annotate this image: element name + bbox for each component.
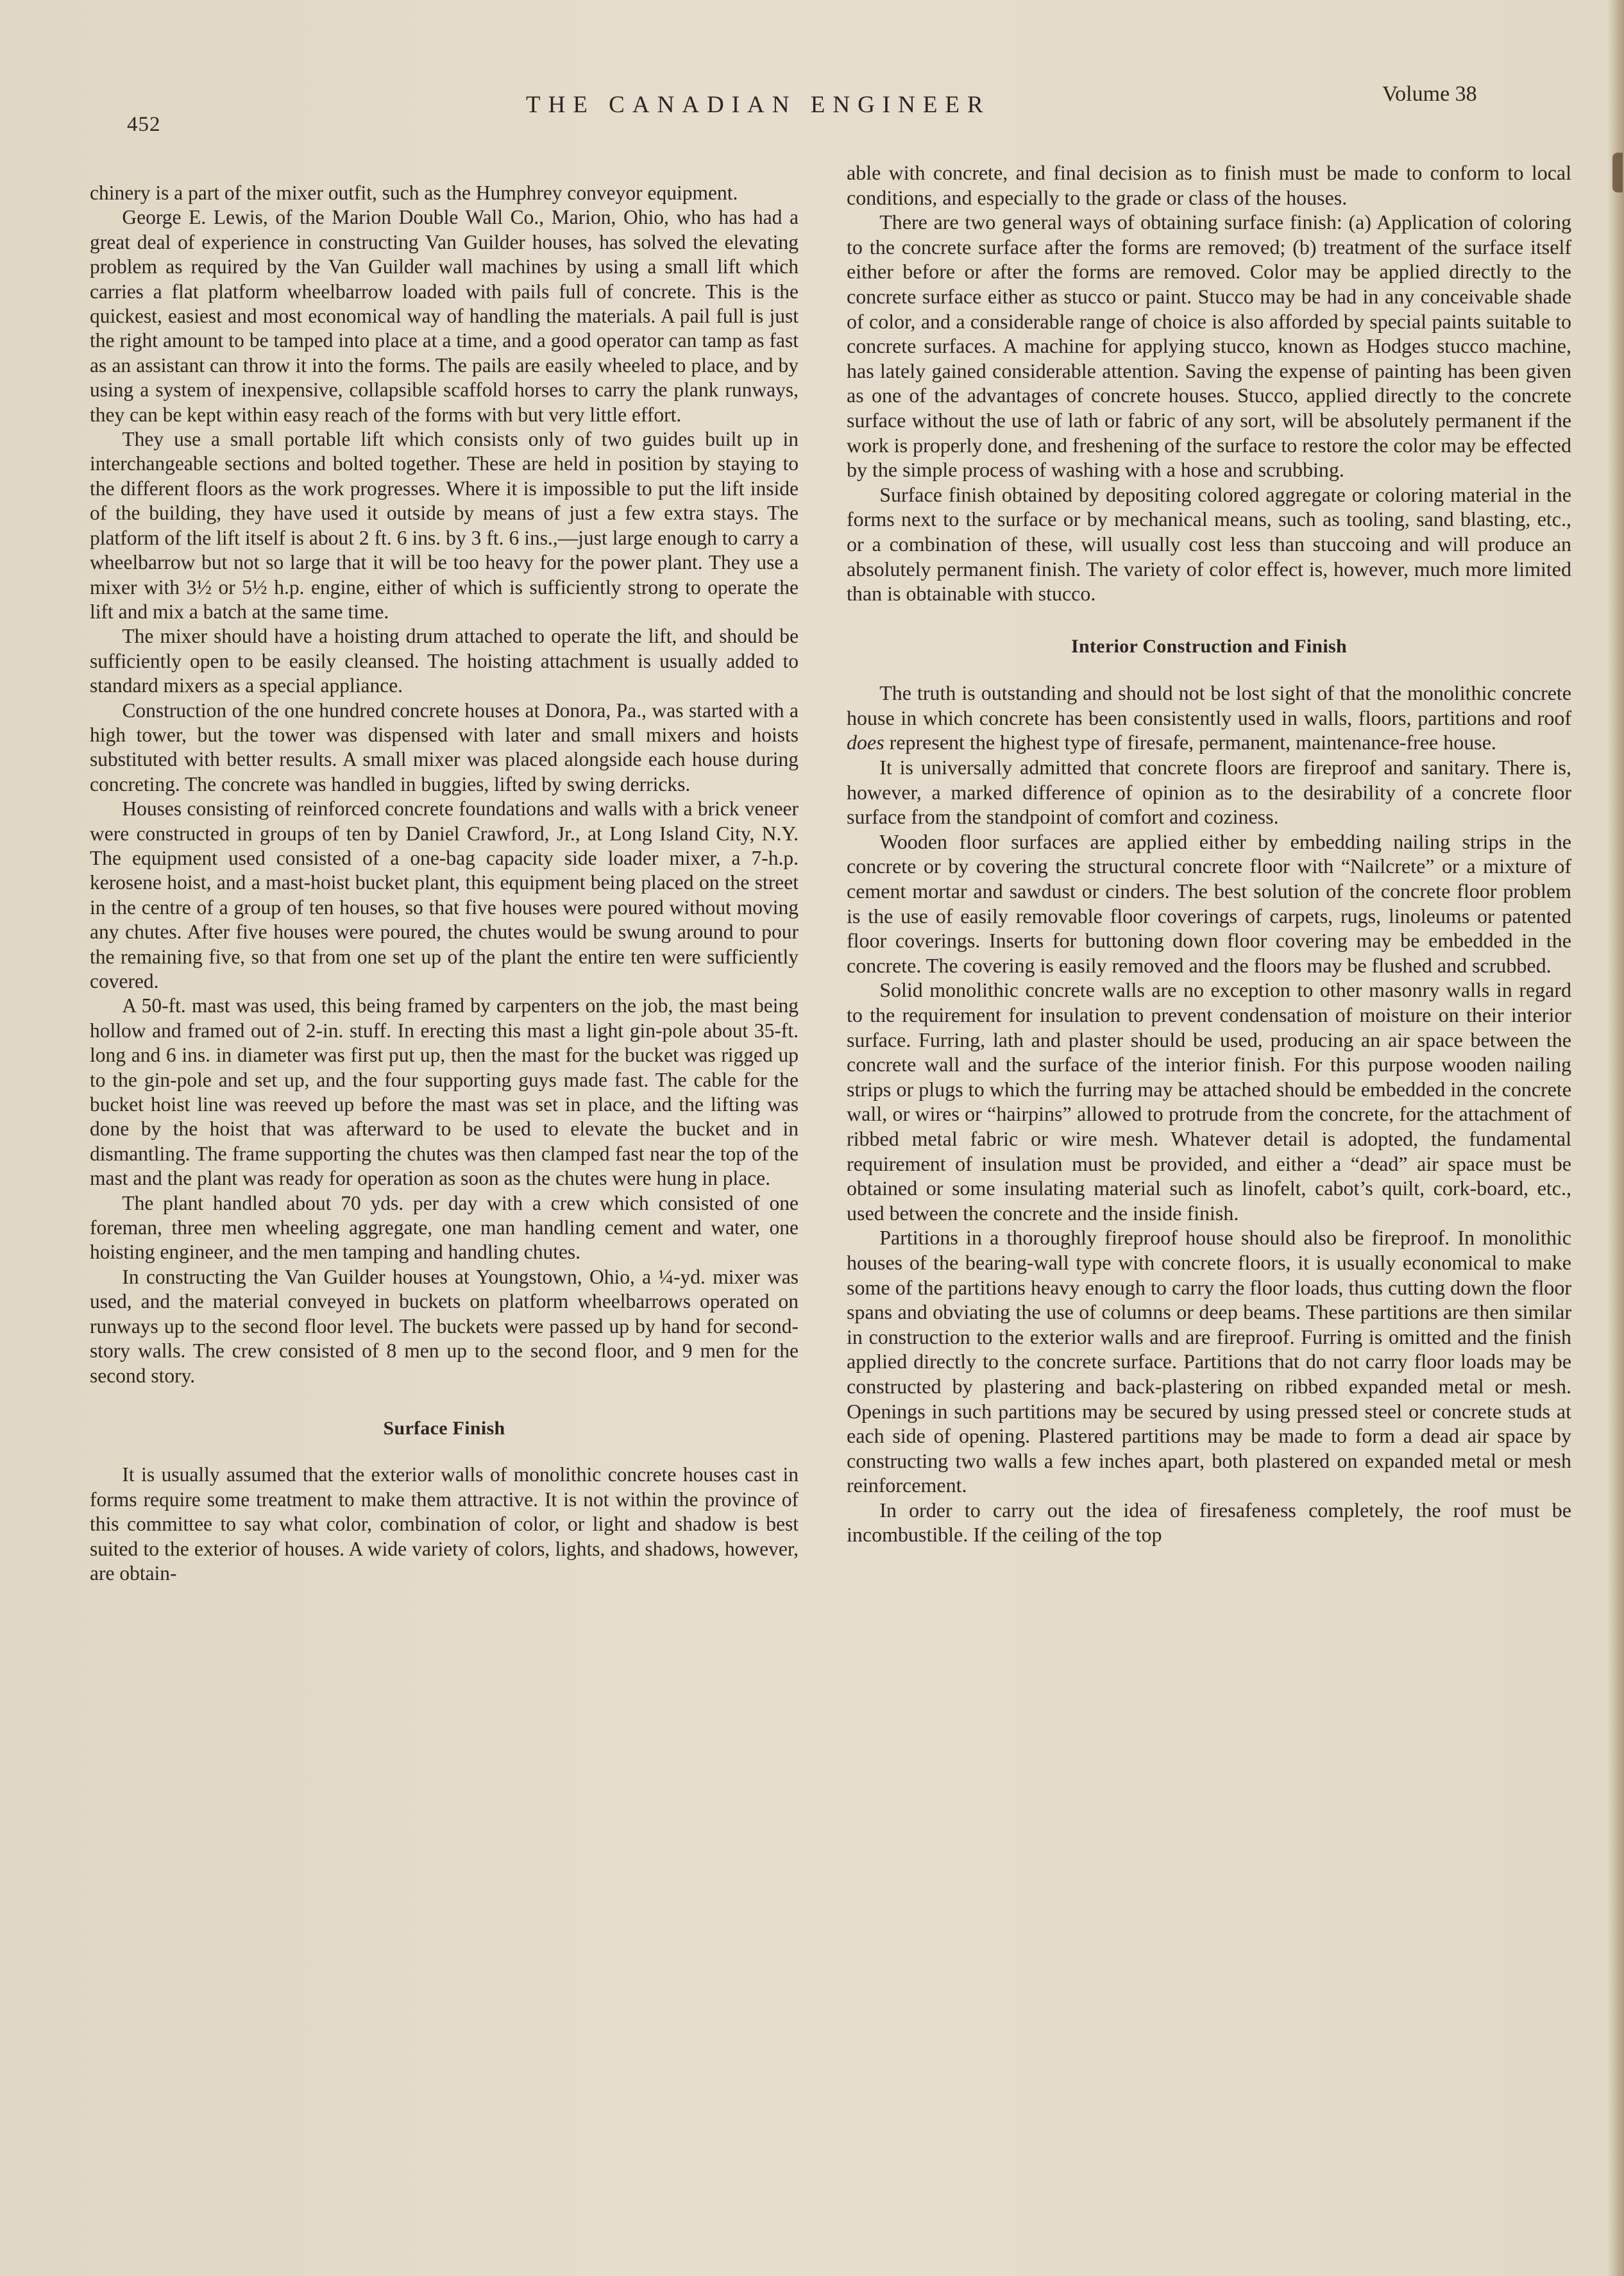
paragraph: A 50-ft. mast was used, this being framed by carpenters on the job, the mast being hollow and framed out of 2-in. stuff. In erecting this mast a light gin-pole about 35-ft. long and 6 ins. in diameter was first put up, then the mast for the bucket was rigged up to the gin-pole and set up, and the four supporting guys made fast. The cable for the bucket hoist line was reeved up before the mast was set in place, and the lifting was done by the hoist that was afterward to be used to elevate the bucket and in dismantling. The frame supporting the chutes was then clamped fast near the top of the mast and the plant was ready for operation as soon as the chutes were hung in place. — [90, 994, 799, 1190]
paragraph: Wooden floor surfaces are applied either by embedding nailing strips in the concrete or by covering the structural concrete floor with “Nailcrete” or a mixture of cement mortar and sawdust or cinders. The best solution of the concrete floor problem is the use of easily removable floor coverings of carpets, rugs, linoleums or patented floor coverings. Inserts for buttoning down floor covering may be embedded in the concrete. The covering is easily removed and the floors may be flushed and scrubbed. — [847, 829, 1571, 977]
paragraph: The plant handled about 70 yds. per day with a crew which consisted of one foreman, three men wheeling aggregate, one man handling cement and water, one hoisting engineer, and the men tamping and handling chutes. — [90, 1191, 799, 1264]
paragraph: Houses consisting of reinforced concrete foundations and walls with a brick veneer were constructed in groups of ten by Daniel Crawford, Jr., at Long Island City, N.Y. The equipment used consisted of a one-bag capacity side loader mixer, a 7-h.p. kerosene hoist, and a mast-hoist bucket plant, this equipment being placed on the street in the centre of a group of ten houses, so that five houses were poured without moving any chutes. After five houses were poured, the chutes would be swung around to pour the remaining five, so that from one set up of the plant the entire ten were sufficiently covered. — [90, 797, 799, 992]
paragraph: In order to carry out the idea of firesafeness completely, the roof must be incombustible. If the ceiling of the top — [847, 1498, 1571, 1547]
paragraph: able with concrete, and final decision as to finish must be made to conform to local conditions, and especially to the grade or class of the houses. — [847, 161, 1571, 209]
paragraph: Solid monolithic concrete walls are no exception to other masonry walls in regard to the requirement for insulation to prevent condensation of moisture on their interior surface. Furring, lath and plaster should be used, producing an air space between the concrete wall and the surface of the interior finish. For this purpose wooden nailing strips or plugs to which the furring may be attached should be embedded in the concrete wall, or wires or “hairpins” allowed to protrude from the concrete, for the attachment of ribbed metal fabric or wire mesh. Whatever detail is adopted, the fundamental requirement of insulation must be provided, and either a “dead” air space must be obtained or some insulating material such as linofelt, cabot’s quilt, cork-board, etc., used between the concrete and the inside finish. — [847, 978, 1571, 1225]
page-number: 452 — [127, 113, 161, 136]
emphasis-text: does — [847, 731, 884, 754]
paragraph: In constructing the Van Guilder houses at Youngstown, Ohio, a ¼-yd. mixer was used, and the material conveyed in buckets on platform wheelbarrows operated on runways up to the second floor level. The buckets were passed up by hand for second-story walls. The crew consisted of 8 men up to the second floor, and 9 men for the second story. — [90, 1265, 799, 1387]
paragraph: Partitions in a thoroughly fireproof house should also be fireproof. In monolithic houses of the bearing-wall type with concrete floors, it is usually economical to make some of the partitions heavy enough to carry the floor loads, thus cutting down the floor spans and obviating the use of columns or deep beams. These partitions are then similar in construction to the exterior walls and are fireproof. Furring is omitted and the finish applied directly to the concrete surface. Partitions that do not carry floor loads may be constructed by plastering and back-plastering on ribbed expanded metal or mesh. Openings in such partitions may be secured by using pressed steel or concrete studs at each side of opening. Plastered partitions may be made to form a dead air space by constructing two walls a few inches apart, both plastered on expanded metal or mesh reinforcement. — [847, 1226, 1571, 1497]
paragraph: They use a small portable lift which consists only of two guides built up in interchangeable sections and bolted together. These are held in position by staying to the different floors as the work progresses. Where it is impossible to put the lift inside of the building, they have used it outside by means of just a few extra stays. The platform of the lift itself is about 2 ft. 6 ins. by 3 ft. 6 ins.,—just large enough to carry a wheelbarrow but not so large that it will be too heavy for the power plant. They use a mixer with 3½ or 5½ h.p. engine, either of which is sufficiently strong to operate the lift and mix a batch at the same time. — [90, 428, 799, 623]
left-column — [90, 181, 799, 1586]
paragraph: chinery is a part of the mixer outfit, such as the Humphrey conveyor equipment. — [90, 182, 738, 204]
paragraph: Construction of the one hundred concrete houses at Donora, Pa., was started with a high tower, but the tower was dispensed with later and small mixers and hoists substituted with better results. A small mixer was placed alongside each house during concreting. The concrete was handled in buggies, lifted by swing derricks. — [90, 699, 799, 795]
section-heading-interior-construction: Interior Construction and Finish — [1071, 635, 1347, 657]
binding-clip — [1612, 153, 1623, 192]
paragraph: The mixer should have a hoisting drum attached to operate the lift, and should be sufficiently open to be easily cleansed. The hoisting attachment is usually added to standard mixers as a special appliance. — [90, 625, 799, 697]
right-column — [847, 160, 1571, 1547]
binding-edge — [1607, 0, 1624, 2276]
text-run: The truth is outstanding and should not be lost sight of that the monolithic concrete house in which concrete has been consistently used in walls, floors, partitions and roof — [847, 681, 1571, 729]
volume-label: Volume 38 — [1382, 82, 1477, 106]
paragraph — [847, 681, 1571, 755]
journal-title: THE CANADIAN ENGINEER — [526, 92, 991, 118]
paragraph: George E. Lewis, of the Marion Double Wall Co., Marion, Ohio, who has had a great deal of experience in constructing Van Guilder houses, has solved the elevating problem as required by the Van Guilder wall machines by using a small lift which carries a flat platform wheelbarrow loaded with pails full of concrete. This is the quickest, easiest and most economical way of handling the materials. A pail full is just the right amount to be tamped into place at a time, and a good operator can tamp as fast as an assistant can throw it into the forms. The pails are easily wheeled to place, and by using a system of inexpensive, collapsible scaffold horses to carry the plank runways, they can be kept within easy reach of the forms with but very little effort. — [90, 206, 799, 426]
paragraph: It is universally admitted that concrete floors are fireproof and sanitary. There is, however, a marked difference of opinion as to the desirability of a concrete floor surface from the standpoint of comfort and coziness. — [847, 756, 1571, 829]
paragraph: Surface finish obtained by depositing colored aggregate or coloring material in the forms next to the surface or by mechanical means, such as tooling, sand blasting, etc., or a combination of these, will usually cost less than stuccoing and will produce an absolutely permanent finish. The variety of color effect is, however, much more limited than is obtainable with stucco. — [847, 482, 1571, 606]
paragraph: There are two general ways of obtaining surface finish: (a) Application of coloring to the concrete surface after the forms are removed; (b) treatment of the surface itself either before or after the forms are removed. Color may be applied directly to the concrete surface either as stucco or paint. Stucco may be had in any conceivable shade of color, and a considerable range of choice is also afforded by special paints suitable to concrete surfaces. A machine for applying stucco, known as Hodges stucco machine, has lately gained considerable attention. Saving the expense of painting has been given as one of the advantages of concrete houses. Stucco, applied directly to the concrete surface without the use of lath or fabric of any sort, will be absolutely permanent if the work is properly done, and freshening of the surface to restore the color may be effected by the simple process of washing with a hose and scrubbing. — [847, 210, 1571, 482]
paragraph: It is usually assumed that the exterior walls of monolithic concrete houses cast in forms require some treatment to make them attractive. It is not within the province of this committee to say what color, combination of color, or light and shadow is best suited to the exterior of houses. A wide variety of colors, lights, and shadows, however, are obtain- — [90, 1463, 799, 1584]
section-heading-surface-finish: Surface Finish — [383, 1417, 505, 1439]
text-run: represent the highest type of firesafe, permanent, maintenance-free house. — [884, 731, 1496, 754]
